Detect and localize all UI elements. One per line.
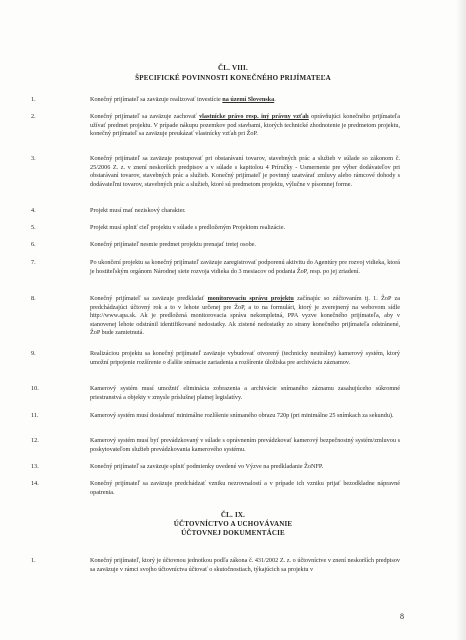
item-number: 8. [31, 295, 36, 302]
page-number: 8 [400, 612, 404, 621]
item-number: 10. [31, 385, 39, 392]
item-text: Konečný prijímateľ, ktorý je účtovnou jednotkou podľa zákona č. 431/2002 Z. z. o účtovníctve v znení neskorších predpisov sa zaväzuje v rámci svojho účtovníctva účtovať o skutočnostiach, týkajúcich sa projektu v [90, 557, 400, 573]
item-number: 14. [31, 480, 39, 487]
item-text: Kamerový systém musí dosiahnuť minimálne rozlíšenie snímaného obrazu 720p (pri minimálne 25 snímkach za sekundu). [90, 412, 394, 419]
item-number: 3. [31, 155, 36, 162]
section-ix-subtitle-2: ÚČTOVNEJ DOKUMENTÁCIE [181, 529, 285, 537]
item-number: 5. [31, 224, 36, 231]
item-number: 7. [31, 259, 36, 266]
section-ix-title: ČL. IX. [220, 511, 246, 519]
item-number: 6. [31, 241, 36, 248]
item-number: 1. [31, 96, 36, 103]
item-text: Konečný prijímateľ sa zaväzuje realizovať investície na území Slovenska. [90, 96, 276, 103]
item-number: 9. [31, 350, 36, 357]
item-text: Konečný prijímateľ sa zaväzuje zachovať vlastnícke právo resp. iný právny vzťah oprávňujúci konečného prijímateľa užívať predmet projektu. V prípade nákupu pozemkov pod stavbami, ktorých technické zhodnotenie je predmetom projektu, konečný prijímateľ sa zaväzuje preukázať vlastnícky vzťah pri ŽoP. [90, 113, 401, 138]
item-text: Realizáciou projektu sa konečný prijímateľ zaväzuje vybudovať otvorený (technicky neutrálny) kamerový systém, ktorý umožní pripojenie rozšírenie o ďalšie snímacie zariadenia a rozšírenie úložiska pre archiváciu záznamov. [90, 350, 400, 366]
item-number: 13. [31, 463, 39, 470]
item-text: Projekt musí mať neziskový charakter. [90, 207, 186, 214]
item-number: 4. [31, 207, 36, 214]
item-text: Kamerový systém musí umožniť eliminácia zobrazenia a archivácie snímaného záznamu zasahujúceho súkromné priestranstvá a objekty v zmysle príslušnej platnej legislatívy. [90, 385, 400, 401]
item-text: Konečný prijímateľ sa zaväzuje predkladať monitorovaciu správu projektu začínajúc so zúčtovaním tj. 1. ŽoP za predchádzajúci účtovný rok a to v lehote určenej pre ŽoP, a to na formulári, ktorý je zverejnený na webovom sídle http://www.apa.sk. Ak je predložená monitorovacia správa nekompletná, PPA vyzve konečného prijímateľa, aby v stanovenej lehote odstránil identifikované nedostatky. Ak zistené nedostatky zo strany konečného prijímateľa odstránené, ŽoP bude zamietnutá. [90, 295, 401, 337]
item-text: Konečný prijímateľ sa zaväzuje predchádzať vzniku nezrovnalostí a v prípade ich vzniku prijať bezodkladne nápravné opatrenia. [90, 480, 400, 496]
item-number: 2. [31, 113, 36, 120]
item-number: 12. [31, 437, 39, 444]
item-number: 11. [31, 412, 39, 419]
section-ix-subtitle-1: ÚČTOVNÍCTVO A UCHOVÁVANIE [173, 520, 293, 528]
section-viii-subtitle: ŠPECIFICKÉ POVINNOSTI KONEČNÉHO PRIJÍMATEĽA [135, 74, 331, 82]
section-viii-title: ČL. VIII. [218, 64, 248, 72]
page-edge-shadow [456, 0, 466, 640]
item-text: Konečný prijímateľ nesmie predmet projektu prenajať tretej osobe. [90, 241, 256, 248]
item-text: Konečný prijímateľ sa zaväzuje postupovať pri obstarávaní tovarov, stavebných prác a služieb v súlade so zákonom č. 25/2006 Z. z. v znení neskorších predpisov a v súlade s kapitolou 4 Príručky - Usmernenie pre výber dodávateľov pri obstarávaní tovarov, stavebných prác a služieb. Konečný prijímateľ je povinný uzatvárať zmluvy alebo rámcové dohody s dodávateľmi tovarov, stavebných prác a služieb, ktoré sú predmetom projektu, výlučne v písomnej forme. [90, 155, 400, 188]
item-text: Konečný prijímateľ sa zaväzuje splniť podmienky uvedené vo Výzve na predkladanie ŽoNFP. [90, 463, 324, 470]
item-number: 1. [31, 557, 36, 564]
item-text: Projekt musí splniť cieľ projektu v súlade s predloženým Projektom realizácie. [90, 224, 286, 231]
item-text: Kamerový systém musí byť prevádzkovaný v súlade s oprávnením prevádzkovať kamerový bezpečnostný systém/zmluvou s poskytovateľom služieb prevádzkovania kamerového systému. [90, 437, 400, 453]
item-text: Po ukončení projektu sa konečný prijímateľ zaväzuje zaregistrovať podporenú aktivitu do Agentúry pre rozvoj vidieka, ktorá je hostiteľským orgánom Národnej siete rozvoja vidieka do 3 mesiacov od podania ŽoP, resp. po jej zriadení. [90, 259, 400, 275]
